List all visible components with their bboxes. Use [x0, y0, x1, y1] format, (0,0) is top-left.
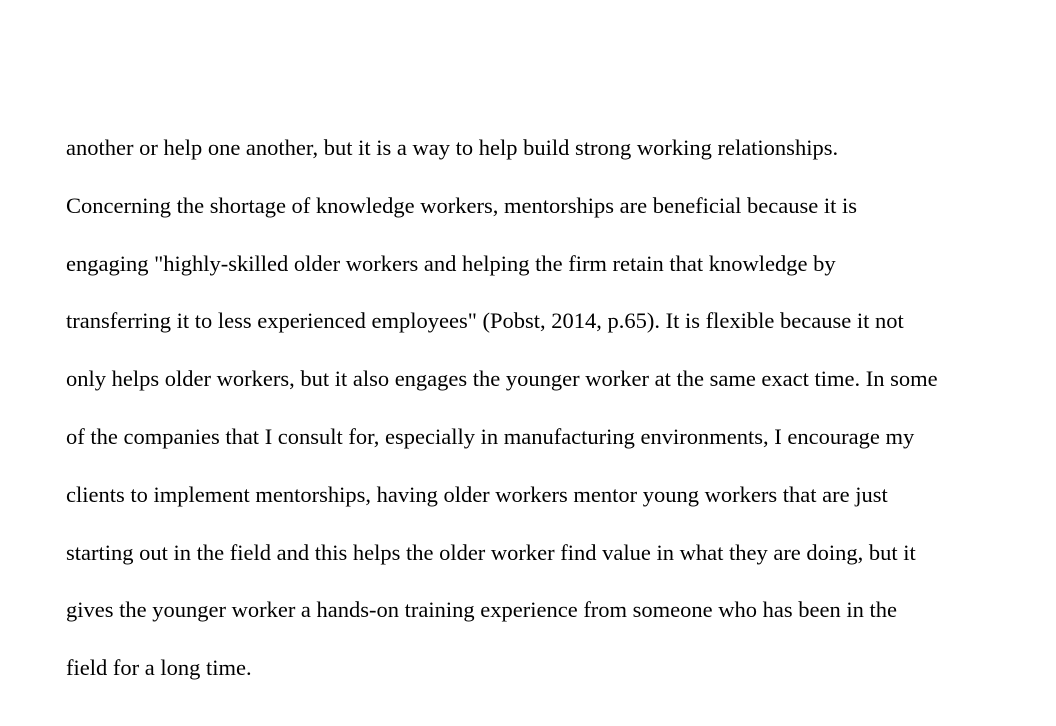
- text-line: of the companies that I consult for, especially in manufacturing environments, I encourage my: [66, 423, 915, 449]
- text-line: starting out in the field and this helps the older worker find value in what they are doing, but it: [66, 539, 916, 565]
- body-paragraph: [66, 132, 1051, 710]
- text-line: transferring it to less experienced employees" (Pobst, 2014, p.65). It is flexible because it not: [66, 308, 904, 334]
- text-line: field for a long time.: [66, 655, 252, 681]
- text-line: gives the younger worker a hands-on training experience from someone who has been in the: [66, 597, 897, 623]
- text-line: Concerning the shortage of knowledge workers, mentorships are beneficial because it is: [66, 192, 857, 218]
- text-line: clients to implement mentorships, having older workers mentor young workers that are just: [66, 481, 888, 507]
- text-line: engaging "highly-skilled older workers and helping the firm retain that knowledge by: [66, 250, 836, 276]
- text-line: only helps older workers, but it also engages the younger worker at the same exact time. In some: [66, 366, 938, 392]
- text-line: another or help one another, but it is a way to help build strong working relationships.: [66, 135, 839, 160]
